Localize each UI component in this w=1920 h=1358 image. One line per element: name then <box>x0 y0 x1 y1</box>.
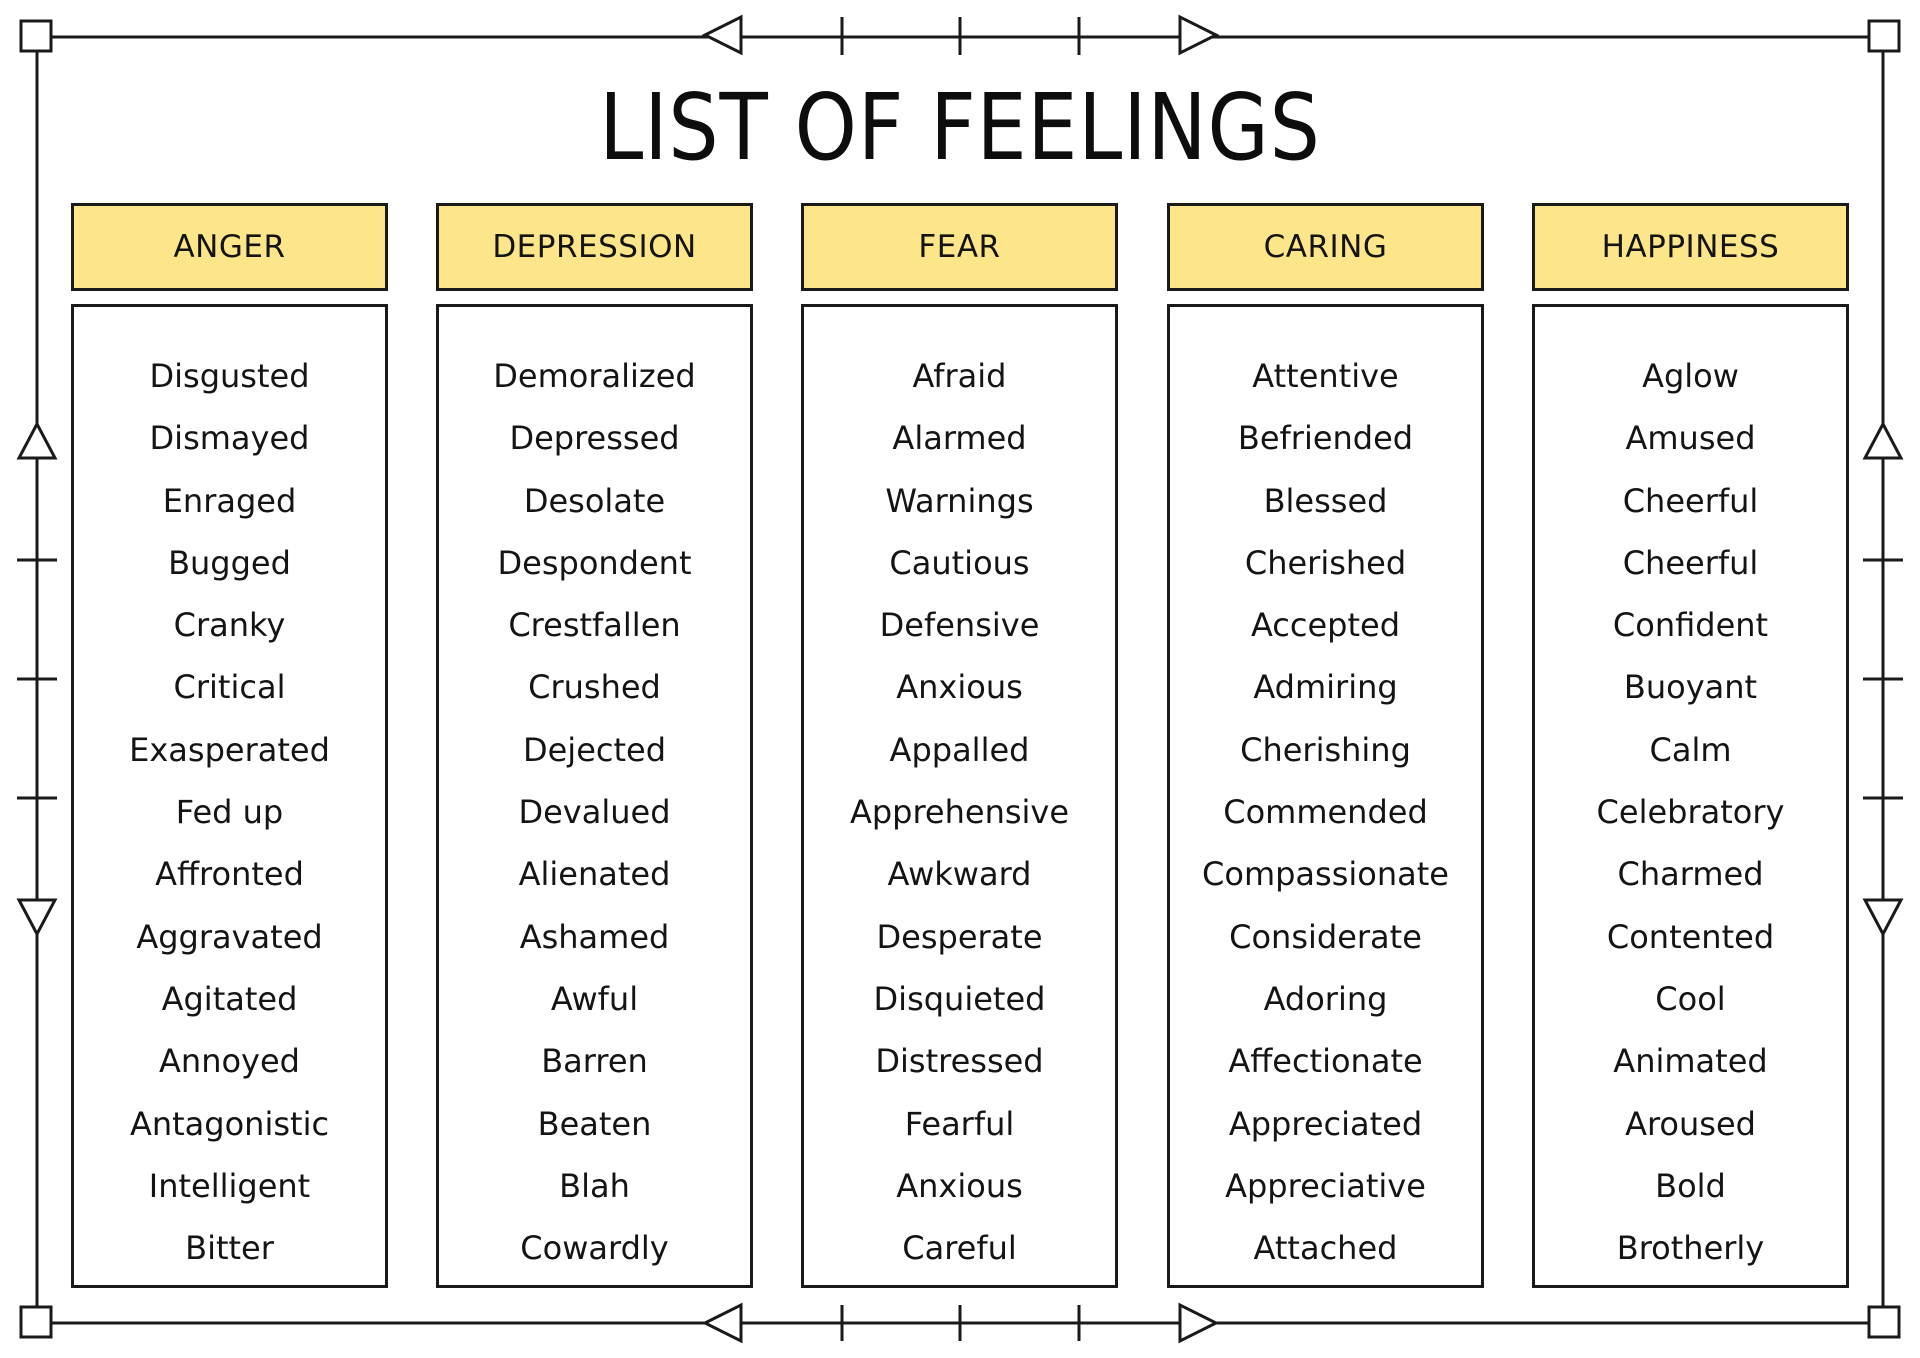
list-item: Affronted <box>155 855 304 894</box>
list-item: Animated <box>1613 1042 1768 1081</box>
list-item: Crestfallen <box>508 606 681 645</box>
list-item: Depressed <box>509 419 680 458</box>
list-item: Disgusted <box>149 357 310 395</box>
list-item: Cheerful <box>1622 481 1759 520</box>
feelings-list-caring <box>1167 304 1484 1288</box>
list-item: Exasperated <box>129 730 330 769</box>
arrow-right-icon <box>1180 17 1216 53</box>
list-item: Fed up <box>175 793 284 832</box>
list-item: Commended <box>1223 793 1428 832</box>
corner-square-top-left <box>21 21 51 51</box>
list-item: Bugged <box>168 543 291 582</box>
list-item: Admiring <box>1253 668 1398 707</box>
list-item: Cranky <box>173 606 286 645</box>
list-item: Cherished <box>1244 543 1407 582</box>
corner-square-top-right <box>1869 21 1899 51</box>
list-item: Afraid <box>912 357 1007 395</box>
list-item: Appalled <box>889 730 1030 769</box>
arrow-down-icon <box>19 900 55 934</box>
list-item: Befriended <box>1237 419 1414 458</box>
list-item: Blessed <box>1263 481 1388 520</box>
list-item: Cowardly <box>520 1229 669 1268</box>
list-item: Aggravated <box>136 917 323 956</box>
list-item: Desolate <box>523 481 666 520</box>
list-item: Buoyant <box>1623 668 1758 707</box>
list-item: Anxious <box>896 1166 1023 1205</box>
list-item: Aroused <box>1625 1104 1756 1143</box>
list-item: Devalued <box>518 793 671 832</box>
list-item: Cool <box>1655 979 1726 1018</box>
list-item: Confident <box>1612 606 1769 645</box>
list-item: Apprehensive <box>849 793 1070 832</box>
list-item: Anxious <box>896 668 1023 707</box>
list-item: Cheerful <box>1622 543 1759 582</box>
list-item: Crushed <box>528 668 661 707</box>
list-item: Dejected <box>522 730 667 769</box>
list-item: Aglow <box>1642 357 1739 395</box>
list-item: Desperate <box>876 917 1043 956</box>
column-depression <box>436 203 753 1288</box>
list-item: Appreciative <box>1225 1166 1426 1205</box>
list-item: Distressed <box>875 1042 1044 1081</box>
corner-square-bottom-left <box>21 1307 51 1337</box>
list-item: Agitated <box>161 979 298 1018</box>
list-item: Disquieted <box>873 979 1046 1018</box>
list-item: Compassionate <box>1202 855 1449 894</box>
list-item: Barren <box>541 1042 648 1081</box>
list-item: Demoralized <box>493 357 696 395</box>
list-item: Careful <box>902 1229 1017 1268</box>
feelings-list-anger <box>71 304 388 1288</box>
column-caring <box>1167 203 1484 1288</box>
list-item: Awkward <box>887 855 1032 894</box>
list-item: Appreciated <box>1228 1104 1423 1143</box>
list-item: Attached <box>1253 1229 1398 1268</box>
list-item: Calm <box>1649 730 1732 769</box>
list-item: Brotherly <box>1616 1229 1765 1268</box>
arrow-up-icon <box>19 424 55 458</box>
list-item: Antagonistic <box>129 1104 330 1143</box>
list-item: Accepted <box>1250 606 1401 645</box>
column-anger <box>71 203 388 1288</box>
column-heading-caring: CARING <box>1167 203 1484 291</box>
list-item: Intelligent <box>148 1166 311 1205</box>
list-item: Considerate <box>1229 917 1422 956</box>
list-item: Attentive <box>1252 357 1399 395</box>
list-item: Cautious <box>889 543 1030 582</box>
list-item: Cherishing <box>1240 730 1411 769</box>
list-item: Alienated <box>518 855 671 894</box>
list-item: Bold <box>1655 1166 1726 1205</box>
column-heading-happiness: HAPPINESS <box>1532 203 1849 291</box>
arrow-left-icon <box>705 17 741 53</box>
list-item: Charmed <box>1617 855 1764 894</box>
column-heading-fear: FEAR <box>801 203 1118 291</box>
arrow-down-icon <box>1865 900 1901 934</box>
list-item: Annoyed <box>159 1042 300 1081</box>
feelings-list-depression <box>436 304 753 1288</box>
arrow-left-icon <box>705 1305 741 1341</box>
list-item: Blah <box>559 1166 630 1205</box>
list-item: Dismayed <box>149 419 310 458</box>
column-heading-depression: DEPRESSION <box>436 203 753 291</box>
column-happiness <box>1532 203 1849 1288</box>
list-item: Enraged <box>162 481 297 520</box>
list-item: Alarmed <box>892 419 1027 458</box>
corner-square-bottom-right <box>1869 1307 1899 1337</box>
list-item: Awful <box>550 979 639 1018</box>
list-item: Celebratory <box>1596 793 1785 832</box>
feelings-list-fear <box>801 304 1118 1288</box>
arrow-right-icon <box>1180 1305 1216 1341</box>
list-item: Affectionate <box>1228 1042 1423 1081</box>
list-item: Amused <box>1625 419 1756 458</box>
list-item: Despondent <box>497 543 692 582</box>
list-item: Bitter <box>185 1229 274 1268</box>
page-title: LIST OF FEELINGS <box>599 74 1321 181</box>
list-item: Contented <box>1606 917 1775 956</box>
list-item: Defensive <box>879 606 1040 645</box>
list-item: Fearful <box>904 1104 1015 1143</box>
list-item: Warnings <box>885 481 1034 520</box>
list-item: Beaten <box>537 1104 652 1143</box>
arrow-up-icon <box>1865 424 1901 458</box>
column-heading-anger: ANGER <box>71 203 388 291</box>
list-item: Adoring <box>1263 979 1388 1018</box>
feelings-list-happiness <box>1532 304 1849 1288</box>
list-item: Ashamed <box>519 917 670 956</box>
list-item: Critical <box>173 668 286 707</box>
column-fear <box>801 203 1118 1288</box>
